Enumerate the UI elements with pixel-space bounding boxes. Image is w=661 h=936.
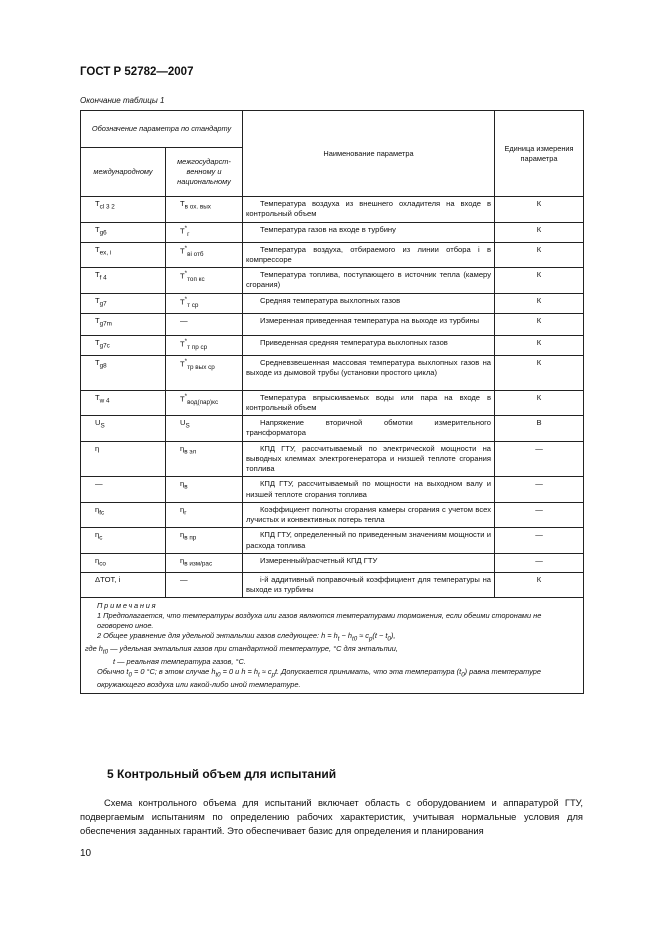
- note-2: 2 Общее уравнение для удельной энтальпии газов следующее: $h = h_t - h_{t0} \approx c_p(t - t_0)$,: [97, 631, 396, 643]
- national-symbol: $T^*_{т пр ср}$: [166, 335, 243, 355]
- parameter-unit: —: [495, 553, 584, 572]
- international-symbol: $\eta_c$: [81, 528, 166, 554]
- national-symbol: $\eta_г$: [166, 502, 243, 528]
- header-designation: Обозначение параметра по стандарту: [81, 111, 243, 148]
- international-symbol: $\eta_{co}$: [81, 553, 166, 572]
- national-symbol: $T^*_{т ср}$: [166, 293, 243, 313]
- parameter-unit: К: [495, 197, 584, 223]
- international-symbol: η: [81, 441, 166, 477]
- international-symbol: $T_{ex, i}$: [81, 242, 166, 268]
- parameter-unit: К: [495, 313, 584, 335]
- parameter-unit: К: [495, 572, 584, 598]
- international-symbol: $T_{g6}$: [81, 222, 166, 242]
- note-2-where: где $h_{t0}$ — удельная энтальпия газов при стандартной температуре, °С для энтальпии,: [85, 644, 398, 656]
- parameter-unit: К: [495, 222, 584, 242]
- international-symbol: —: [81, 477, 166, 503]
- table-row: [81, 222, 584, 242]
- table-row: [81, 268, 584, 294]
- parameter-name: КПД ГТУ, рассчитываемый по мощности на выходном валу и низшей теплоте сгорания топлива: [243, 477, 495, 503]
- national-symbol: $\eta_{в изм/рас}$: [166, 553, 243, 572]
- section-heading: 5 Контрольный объем для испытаний: [107, 767, 337, 781]
- parameter-unit: —: [495, 441, 584, 477]
- table-row: [81, 572, 584, 598]
- national-symbol: $\eta_в$: [166, 477, 243, 503]
- international-symbol: $T_{w 4}$: [81, 390, 166, 416]
- header-international: международному: [81, 148, 166, 197]
- table-row: [81, 502, 584, 528]
- international-symbol: ΔTOT, i: [81, 572, 166, 598]
- note-2-t: t — реальная температура газов, °С.: [113, 656, 246, 666]
- table-row: [81, 197, 584, 223]
- international-symbol: $T_{cl 3 2}$: [81, 197, 166, 223]
- parameter-name: Температура газов на входе в турбину: [243, 222, 495, 242]
- parameter-unit: —: [495, 502, 584, 528]
- international-symbol: $T_{f 4}$: [81, 268, 166, 294]
- parameter-name: Температура топлива, поступающего в источник тепла (камеру сгорания): [243, 268, 495, 294]
- document-code: ГОСТ Р 52782—2007: [80, 66, 194, 78]
- national-symbol: $T^*_{вод(пар)кс}$: [166, 390, 243, 416]
- table-row: [81, 293, 584, 313]
- parameter-name: Измеренный/расчетный КПД ГТУ: [243, 553, 495, 572]
- international-symbol: $T_{g7}$: [81, 293, 166, 313]
- parameter-unit: К: [495, 268, 584, 294]
- parameter-name: Напряжение вторичной обмотки измерительного трансформатора: [243, 416, 495, 442]
- table-row: [81, 477, 584, 503]
- table-caption: Окончание таблицы 1: [80, 96, 165, 105]
- table-row: [81, 553, 584, 572]
- parameter-name: КПД ГТУ, определенный по приведенным значениям мощности и расхода топлива: [243, 528, 495, 554]
- table-row: [81, 355, 584, 390]
- national-symbol: $\eta_{в эл}$: [166, 441, 243, 477]
- notes-row: [81, 598, 584, 693]
- international-symbol: $\eta_{fc}$: [81, 502, 166, 528]
- international-symbol: $T_{g7c}$: [81, 335, 166, 355]
- table-row: [81, 335, 584, 355]
- table-row: [81, 441, 584, 477]
- paragraph-text: Схема контрольного объема для испытаний включает область с оборудованием и аппаратурой ГТУ, подвергаемым испытаниям по определению рабочих характеристик, учитывая нормальные условия для обеспечения заданных гарантий. Это обеспечивает базис для определения и планирования: [80, 797, 583, 837]
- parameter-name: Температура воздуха, отбираемого из линии отбора i в компрессоре: [243, 242, 495, 268]
- international-symbol: $U_S$: [81, 416, 166, 442]
- parameter-name: Измеренная приведенная температура на выходе из турбины: [243, 313, 495, 335]
- parameter-unit: К: [495, 293, 584, 313]
- header-unit: Единица измерения параметра: [495, 111, 584, 197]
- parameter-unit: —: [495, 528, 584, 554]
- note-3: Обычно $t_0 = 0$ °С; в этом случае $h_{t0} = 0$ и $h = h_t \approx c_pt$. Допускается принимать, что эта температура $(t_0)$ равна температуре окружающего воздуха или какой-либо иной температуре.: [97, 666, 542, 689]
- national-symbol: $T^*_{топ кс}$: [166, 268, 243, 294]
- parameter-unit: —: [495, 477, 584, 503]
- national-symbol: —: [166, 313, 243, 335]
- national-symbol: $U_S$: [166, 416, 243, 442]
- national-symbol: $T^*_{ві отб}$: [166, 242, 243, 268]
- parameter-unit: К: [495, 335, 584, 355]
- note-1: 1 Предполагается, что температуры воздуха или газов являются температурами торможения, если обеими сторонами не оговорено иное.: [97, 611, 542, 631]
- national-symbol: $T^*_г$: [166, 222, 243, 242]
- table-row: [81, 242, 584, 268]
- parameter-name: Приведенная средняя температура выхлопных газов: [243, 335, 495, 355]
- table-row: [81, 313, 584, 335]
- parameter-name: Температура впрыскиваемых воды или пара на входе в контрольный объем: [243, 390, 495, 416]
- parameter-name: Температура воздуха из внешнего охладителя на входе в контрольный объем: [243, 197, 495, 223]
- parameter-unit: В: [495, 416, 584, 442]
- parameter-name: Средневзвешенная массовая температура выхлопных газов на выходе из дымовой трубы (установки простого цикла): [243, 355, 495, 390]
- national-symbol: $\eta_{в пр}$: [166, 528, 243, 554]
- parameter-name: Коэффициент полноты сгорания камеры сгорания с учетом всех лучистых и конвективных потерь тепла: [243, 502, 495, 528]
- international-symbol: $T_{g7m}$: [81, 313, 166, 335]
- table-row: [81, 528, 584, 554]
- table-row: [81, 416, 584, 442]
- parameter-unit: К: [495, 355, 584, 390]
- section-paragraph: [80, 796, 583, 838]
- table-header-row: [81, 111, 584, 148]
- parameter-unit: К: [495, 390, 584, 416]
- national-symbol: $T_{в ох. вых}$: [166, 197, 243, 223]
- international-symbol: $T_{g8}$: [81, 355, 166, 390]
- header-name: Наименование параметра: [243, 111, 495, 197]
- table-notes: [81, 598, 584, 693]
- parameter-unit: К: [495, 242, 584, 268]
- parameters-table: [80, 110, 584, 694]
- parameter-name: i-й аддитивный поправочный коэффициент для температуры на выходе из турбины: [243, 572, 495, 598]
- national-symbol: $T^*_{тр вых ср}$: [166, 355, 243, 390]
- header-interstate: межгосударст-венному и национальному: [166, 148, 243, 197]
- national-symbol: —: [166, 572, 243, 598]
- parameter-name: Средняя температура выхлопных газов: [243, 293, 495, 313]
- page-number: 10: [80, 848, 92, 859]
- parameter-name: КПД ГТУ, рассчитываемый по электрической мощности на выводных клеммах электрогенератора и низшей теплоте сгорания топлива: [243, 441, 495, 477]
- notes-title: Примечания: [97, 601, 158, 611]
- table-row: [81, 390, 584, 416]
